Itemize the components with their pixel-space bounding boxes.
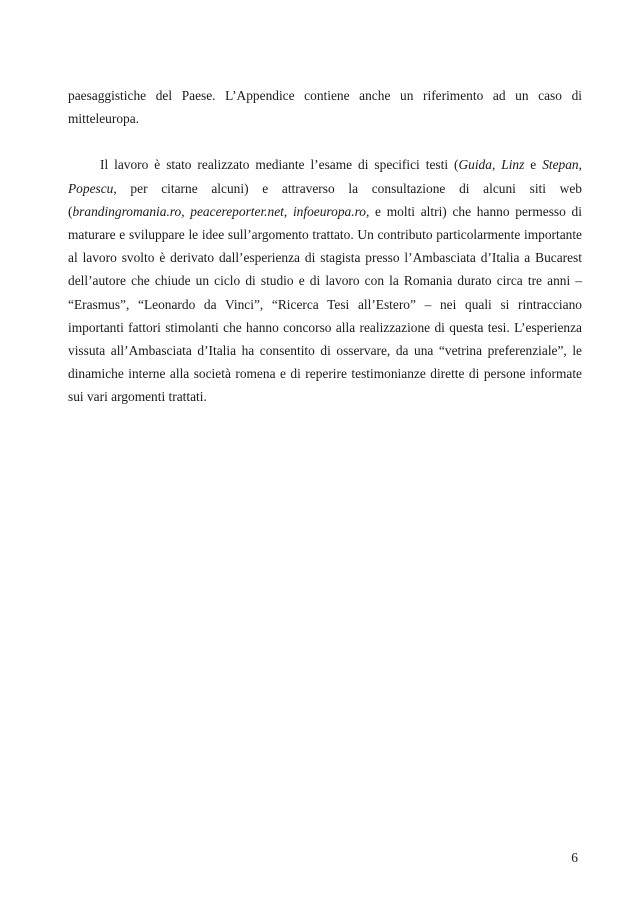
document-body bbox=[68, 84, 582, 409]
paragraph-1 bbox=[68, 84, 582, 130]
page-number: 6 bbox=[571, 850, 578, 865]
text-segment: , bbox=[283, 203, 293, 219]
text-segment: , e molti altri) che hanno permesso di maturare e sviluppare le idee sull’argomento trattato. Un contributo particolarmente importante al lavoro svolto è derivato dall’esperienza di stagista presso l’Ambasciata d’Italia a Bucarest dell’autore che chiude un ciclo di studio e di lavoro con la Romania durato circa tre anni – “Erasmus”, “Leonardo da Vinci”, “Ricerca Tesi all’Estero” – nei quali si rintracciano importanti fattori stimolanti che hanno concorso alla realizzazione di questa tesi. L’esperienza vissuta all’Ambasciata d’Italia ha consentito di osservare, da una “vetrina preferenziale”, le dinamiche interne alla società romena e di reperire testimonianze dirette di persone informate sui vari argomenti trattati. bbox=[68, 203, 582, 405]
paragraph-2 bbox=[68, 153, 582, 408]
citation-guida: Guida bbox=[458, 157, 492, 173]
text-segment: paesaggistiche del Paese. L’Appendice contiene anche un riferimento ad un caso di mitteleuropa. bbox=[68, 88, 582, 127]
citation-popescu: Popescu bbox=[68, 180, 114, 196]
text-segment: , bbox=[181, 203, 191, 219]
website-infoeuropa: infoeuropa.ro bbox=[292, 203, 366, 219]
citation-stepan: Stepan bbox=[542, 157, 579, 173]
text-segment: , bbox=[491, 157, 502, 173]
website-brandingromania: brandingromania.ro bbox=[72, 203, 182, 219]
citation-linz: Linz bbox=[501, 157, 525, 173]
text-segment: , per citarne alcuni) e attraverso la consultazione di alcuni siti web ( bbox=[68, 180, 582, 219]
text-segment: Il lavoro è stato realizzato mediante l’esame di specifici testi ( bbox=[100, 157, 459, 173]
text-segment: e bbox=[524, 157, 543, 173]
text-segment: , bbox=[578, 157, 582, 173]
website-peacereporter: peacereporter.net bbox=[190, 203, 284, 219]
